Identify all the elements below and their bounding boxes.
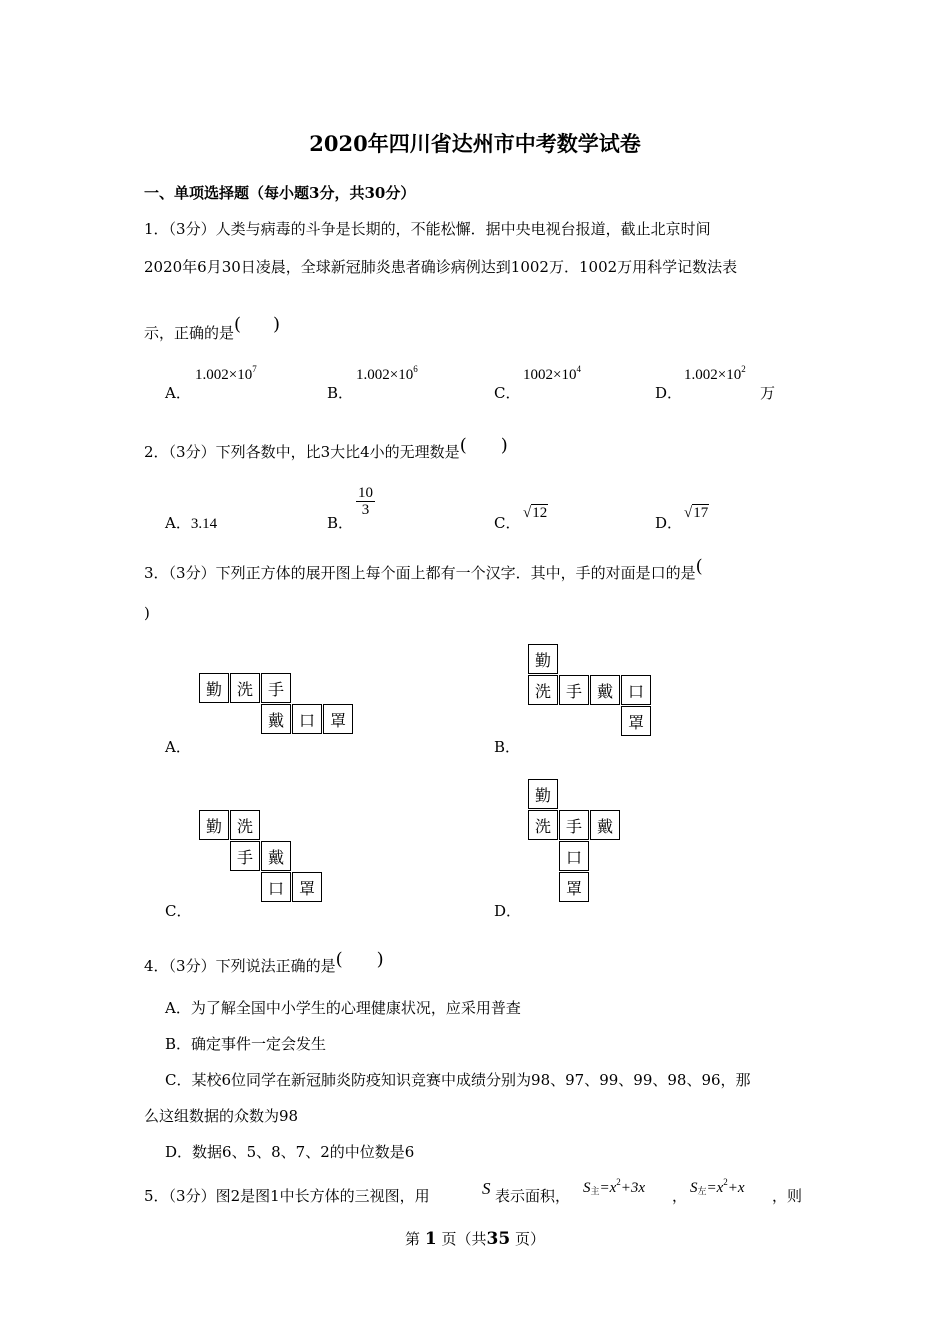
q1-option-c-letter: C．	[494, 384, 521, 402]
q1-option-d-suffix: 万	[760, 384, 776, 402]
footer-mid: 页（共	[441, 1230, 487, 1248]
q3-paren-close: )	[144, 604, 150, 622]
net-b-cell: 勤	[528, 644, 558, 674]
q2-c-radicand: 12	[532, 505, 548, 521]
net-d-cell: 罩	[559, 872, 589, 902]
q5-rest-left: +x	[727, 1180, 745, 1196]
footer-total-pages: 35	[486, 1229, 511, 1249]
q5-end: ，则	[772, 1187, 803, 1205]
q5-eq-main: =x	[599, 1180, 617, 1196]
net-b-cell: 口	[621, 675, 651, 705]
q3-line1-text: 3．（3分）下列正方体的展开图上每个面上都有一个汉字．其中，手的对面是口的是	[144, 564, 696, 582]
q1-a-exp: 7	[252, 364, 257, 374]
q1-option-b-value	[356, 364, 418, 384]
net-a-cell: 勤	[199, 673, 229, 703]
q5-exp-left: 2	[723, 1177, 728, 1187]
q4-line1	[144, 949, 384, 976]
net-b-cell: 罩	[621, 706, 651, 736]
net-b-cell: 戴	[590, 675, 620, 705]
q2-option-a	[165, 512, 217, 533]
q1-a-base: 1.002×10	[195, 367, 253, 383]
q1-option-b-letter: B．	[327, 384, 354, 402]
net-c-cell: 洗	[230, 810, 260, 840]
q1-b-base: 1.002×10	[356, 367, 414, 383]
q2-line1-text: 2．（3分）下列各数中，比3大比4小的无理数是	[144, 443, 460, 461]
q2-b-numerator: 10	[358, 485, 373, 501]
section-heading: 一、单项选择题（每小题3分，共30分）	[144, 184, 416, 202]
q2-a-value: 3.14	[190, 516, 218, 532]
net-b-cell: 手	[559, 675, 589, 705]
q1-option-d-letter: D．	[655, 384, 683, 402]
q2-c-radical-icon: √	[523, 505, 532, 521]
q1-option-a-letter: A．	[165, 384, 191, 402]
q5-s-symbol: S	[482, 1179, 491, 1198]
q3-option-a-letter: A．	[165, 738, 191, 756]
q1-d-base: 1.002×10	[684, 367, 742, 383]
q4-option-a: A．为了解全国中小学生的心理健康状况，应采用普查	[165, 999, 521, 1017]
page-footer	[0, 1228, 950, 1249]
q2-paren-open: (	[459, 435, 467, 456]
q5-mid-text: 表示面积，	[495, 1187, 571, 1205]
page-title: 2020年四川省达州市中考数学试卷	[309, 131, 641, 156]
q1-option-d-value	[684, 364, 746, 384]
net-d-cell: 手	[559, 810, 589, 840]
q5-s-main: S	[583, 1180, 591, 1196]
net-a-cell: 口	[292, 704, 322, 734]
footer-post: 页）	[514, 1230, 545, 1248]
q3-option-d-letter: D．	[494, 902, 522, 920]
q2-option-d-sqrt	[684, 505, 709, 522]
q2-b-denominator: 3	[361, 502, 370, 518]
q1-paren-open: (	[234, 314, 242, 335]
net-d-cell: 戴	[590, 810, 620, 840]
q5-eq-left: =x	[706, 1180, 724, 1196]
q5-s-left: S	[690, 1180, 698, 1196]
q2-option-b-letter: B．	[327, 514, 354, 532]
q1-option-a-value	[195, 364, 257, 384]
net-c-cell: 罩	[292, 872, 322, 902]
q3-option-b-letter: B．	[494, 738, 521, 756]
q4-option-d: D．数据6、5、8、7、2的中位数是6	[165, 1143, 415, 1161]
q4-paren-close: )	[376, 949, 384, 970]
q4-paren-open: (	[335, 949, 343, 970]
q3-paren-open: (	[695, 556, 703, 577]
q2-a-letter: A．	[165, 514, 191, 532]
net-c-cell: 勤	[199, 810, 229, 840]
net-a-cell: 戴	[261, 704, 291, 734]
q5-sub-left: 左	[697, 1186, 707, 1196]
q5-rest-main: +3x	[620, 1180, 646, 1196]
q4-option-c-line1: C．某校6位同学在新冠肺炎防疫知识竞赛中成绩分别为98、97、99、99、98、96，那	[165, 1071, 751, 1089]
q1-paren-close: )	[273, 314, 281, 335]
q1-c-base: 1002×10	[523, 367, 577, 383]
q2-d-radicand: 17	[693, 505, 709, 521]
q1-line1: 1．（3分）人类与病毒的斗争是长期的，不能松懈．据中央电视台报道，截止北京时间	[144, 220, 711, 238]
q1-d-exp: 2	[741, 364, 746, 374]
net-c-cell: 口	[261, 872, 291, 902]
net-a-cell: 手	[261, 673, 291, 703]
footer-page-number: 1	[424, 1229, 437, 1249]
q2-paren-close: )	[500, 435, 508, 456]
net-b-cell: 洗	[528, 675, 558, 705]
q4-option-c-line2: 么这组数据的众数为98	[144, 1107, 299, 1125]
q5-comma: ，	[672, 1187, 688, 1205]
net-a-cell: 罩	[323, 704, 353, 734]
q2-option-d-letter: D．	[655, 514, 683, 532]
net-d-cell: 勤	[528, 779, 558, 809]
net-c-cell: 戴	[261, 841, 291, 871]
footer-pre: 第	[405, 1230, 421, 1248]
net-d-cell: 口	[559, 841, 589, 871]
net-d-cell: 洗	[528, 810, 558, 840]
q2-option-b-fraction	[356, 485, 375, 519]
q2-line1	[144, 435, 508, 462]
q5-s-left-expr	[690, 1177, 745, 1197]
q1-b-exp: 6	[413, 364, 418, 374]
q1-c-exp: 4	[576, 364, 581, 374]
net-c-cell: 手	[230, 841, 260, 871]
q5-sub-main: 主	[590, 1186, 600, 1196]
q3-option-c-letter: C．	[165, 902, 192, 920]
net-a-cell: 洗	[230, 673, 260, 703]
q2-option-c-sqrt	[523, 505, 548, 522]
q1-line2: 2020年6月30日凌晨，全球新冠肺炎患者确诊病例达到1002万．1002万用科学记数法表	[144, 258, 738, 276]
q1-line3-text: 示，正确的是	[144, 324, 235, 342]
q4-option-b: B．确定事件一定会发生	[165, 1035, 327, 1053]
q2-option-c-letter: C．	[494, 514, 521, 532]
q5-s-main-expr	[583, 1177, 645, 1197]
q5-line1: 5．（3分）图2是图1中长方体的三视图，用	[144, 1187, 430, 1205]
q1-line3	[144, 314, 281, 343]
q1-option-c-value	[523, 364, 581, 384]
q5-exp-main: 2	[616, 1177, 621, 1187]
q3-line1	[144, 556, 703, 583]
q4-line1-text: 4．（3分）下列说法正确的是	[144, 957, 336, 975]
q2-d-radical-icon: √	[684, 505, 693, 521]
